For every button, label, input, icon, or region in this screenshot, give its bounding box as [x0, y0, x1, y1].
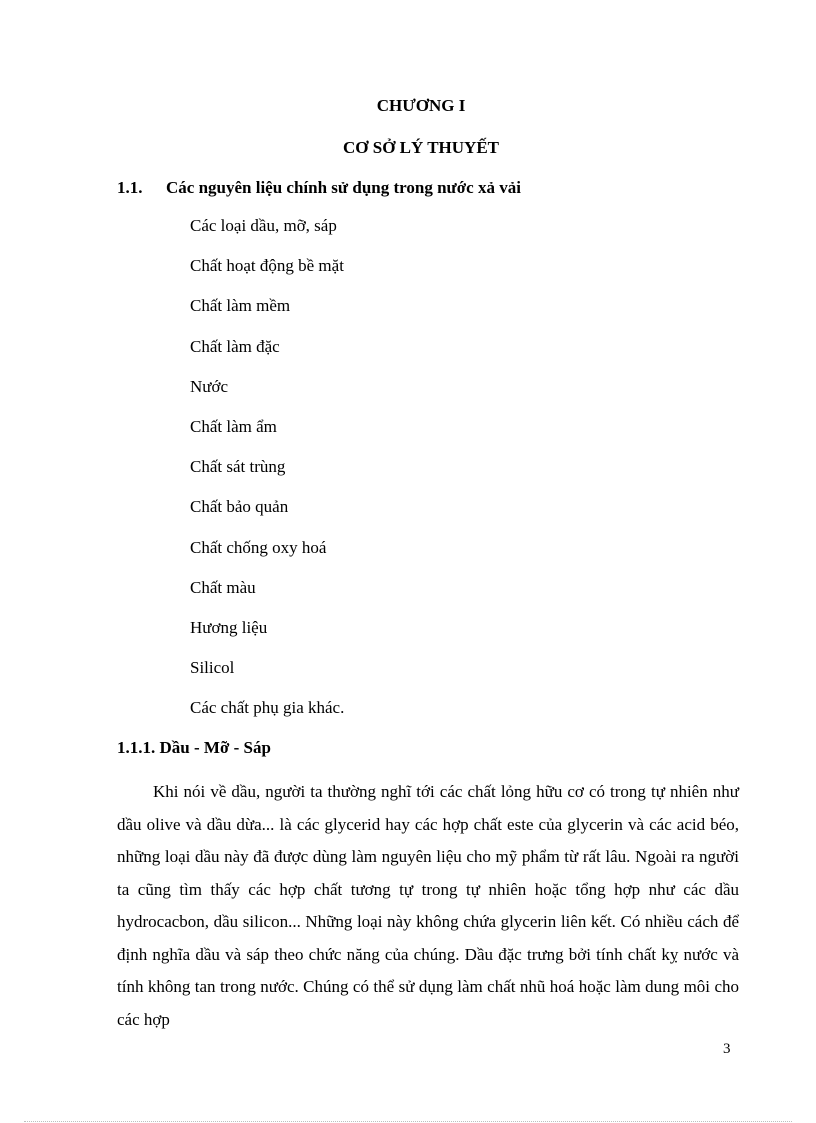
list-item: Chất làm đặc: [190, 336, 280, 356]
list-item: Chất sát trùng: [190, 457, 286, 477]
chapter-title: CƠ SỞ LÝ THUYẾT: [342, 138, 500, 157]
section-number: 1.1.: [117, 178, 143, 197]
list-item: Chất làm mềm: [190, 296, 291, 316]
section-title: Các nguyên liệu chính sử dụng trong nước xả vải: [166, 178, 521, 197]
list-item: Chất bảo quản: [190, 497, 289, 517]
list-item: Nước: [190, 376, 229, 396]
list-item: Hương liệu: [190, 617, 268, 637]
subsection-title: 1.1.1. Dầu - Mỡ - Sáp: [117, 738, 271, 757]
list-item: Các chất phụ gia khác.: [190, 698, 345, 718]
list-item: Các loại dầu, mỡ, sáp: [190, 216, 337, 235]
chapter-label: CHƯƠNG I: [376, 96, 466, 115]
list-item: Chất làm ẩm: [190, 416, 277, 436]
list-item: Chất màu: [190, 577, 256, 597]
list-item: Silicol: [190, 658, 235, 678]
list-item: Chất hoạt động bề mặt: [190, 256, 344, 276]
body-paragraph: Khi nói về dầu, người ta thường nghĩ tới các chất lỏng hữu cơ có trong tự nhiên như dầu olive và dầu dừa... là các glycerid hay các hợp chất este của glycerin và các acid béo, những loại dầu này đã được dùng làm nguyên liệu cho mỹ phẩm từ rất lâu. Ngoài ra người ta cũng tìm thấy các hợp chất tương tự trong tự nhiên hoặc tổng hợp như các dầu hydrocacbon, dầu silicon... Những loại này không chứa glycerin liên kết. Có nhiều cách để định nghĩa dầu và sáp theo chức năng của chúng. Dầu đặc trưng bởi tính chất kỵ nước và tính không tan trong nước. Chúng có thể sử dụng làm chất nhũ hoá hoặc làm dung môi cho các hợp: [117, 782, 739, 1029]
list-item: Chất chống oxy hoá: [190, 537, 327, 557]
page-number: 3: [723, 1041, 731, 1057]
page-bottom-divider: [24, 1121, 792, 1122]
materials-list: [190, 215, 610, 737]
